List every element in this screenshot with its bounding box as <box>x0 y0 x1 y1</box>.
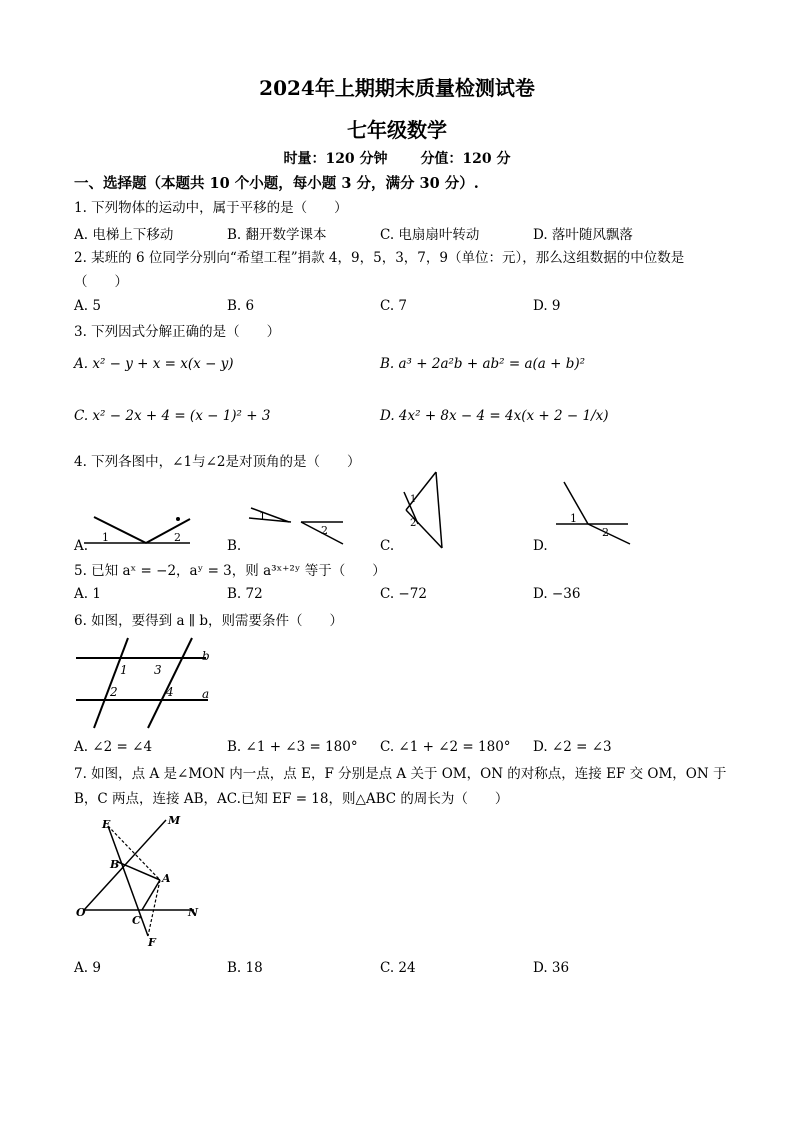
q4-figure-c <box>398 470 448 550</box>
q1-option-d: D. 落叶随风飘落 <box>533 227 633 243</box>
question-2-stem: 2. 某班的 6 位同学分别向“希望工程”捐款 4，9，5，3，7，9（单位：元），那么这组数据的中位数是 <box>74 250 685 266</box>
fig-c-label-2: 2 <box>410 518 417 529</box>
q4-figure-d <box>552 480 637 550</box>
section-heading: 一、选择题（本题共 10 个小题，每小题 3 分，满分 30 分）. <box>74 175 479 192</box>
q5-option-d: D. −36 <box>533 586 581 602</box>
q7-label-e: E <box>102 818 111 831</box>
question-6-stem: 6. 如图，要得到 a ∥ b，则需要条件（ ） <box>74 613 343 629</box>
q6-label-b: b <box>202 649 210 663</box>
q4-option-c: C. <box>380 538 395 554</box>
q4-figure-a <box>80 505 200 550</box>
q4-option-b: B. <box>227 538 242 554</box>
q7-label-a: A <box>162 872 171 885</box>
exam-score: 分值：120 分 <box>420 151 511 167</box>
exam-meta <box>0 148 794 168</box>
question-7-stem-cont: B，C 两点，连接 AB，AC.已知 EF = 18，则△ABC 的周长为（ ） <box>74 791 509 807</box>
exam-time: 时量：120 分钟 <box>283 151 388 167</box>
q7-figure <box>74 812 209 952</box>
q7-label-c: C <box>132 914 141 927</box>
fig-d-label-2: 2 <box>602 526 609 539</box>
q2-option-c: C. 7 <box>380 298 408 314</box>
q2-option-b: B. 6 <box>227 298 255 314</box>
q6-option-b: B. ∠1 + ∠3 = 180° <box>227 739 358 755</box>
question-4-stem: 4. 下列各图中，∠1与∠2是对顶角的是（ ） <box>74 454 361 470</box>
page-title: 2024年上期期末质量检测试卷 <box>259 76 535 100</box>
q2-option-d: D. 9 <box>533 298 561 314</box>
q6-figure <box>74 634 224 732</box>
q6-option-a: A. ∠2 = ∠4 <box>74 739 153 755</box>
q7-label-n: N <box>188 906 199 919</box>
q6-label-4: 4 <box>166 685 174 699</box>
question-5-stem: 5. 已知 aˣ = −2，aʸ = 3，则 a³ˣ⁺²ʸ 等于（ ） <box>74 563 386 579</box>
q4-figure-b <box>245 498 350 548</box>
q7-option-a: A. 9 <box>74 960 101 976</box>
q7-option-b: B. 18 <box>227 960 263 976</box>
q3-option-d: D. 4x² + 8x − 4 = 4x(x + 2 − 1/x) <box>380 408 609 424</box>
q1-option-a: A. 电梯上下移动 <box>74 227 174 243</box>
question-1-stem: 1. 下列物体的运动中，属于平移的是（ ） <box>74 200 348 216</box>
q2-option-a: A. 5 <box>74 298 101 314</box>
q7-label-o: O <box>76 906 86 919</box>
q3-option-c: C. x² − 2x + 4 = (x − 1)² + 3 <box>74 408 271 424</box>
q6-label-1: 1 <box>120 663 128 677</box>
q6-label-2: 2 <box>110 685 118 699</box>
q7-label-m: M <box>168 814 181 827</box>
fig-a-label-1: 1 <box>102 531 109 544</box>
q7-option-c: C. 24 <box>380 960 416 976</box>
q5-option-c: C. −72 <box>380 586 427 602</box>
fig-b-label-1: 1 <box>259 510 266 523</box>
q7-label-f: F <box>148 936 156 949</box>
q7-label-b: B <box>110 858 120 871</box>
q1-option-b: B. 翻开数学课本 <box>227 227 327 243</box>
question-7-stem: 7. 如图，点 A 是∠MON 内一点，点 E，F 分别是点 A 关于 OM，ON 的对称点，连接 EF 交 OM，ON 于 <box>74 766 727 782</box>
q3-option-b: B. a³ + 2a²b + ab² = a(a + b)² <box>380 356 586 372</box>
fig-d-label-1: 1 <box>570 512 577 525</box>
fig-c-label-1: 1 <box>410 494 417 505</box>
q4-option-d: D. <box>533 538 548 554</box>
q5-option-a: A. 1 <box>74 586 101 602</box>
q6-label-3: 3 <box>154 663 162 677</box>
q7-option-d: D. 36 <box>533 960 570 976</box>
q3-option-a: A. x² − y + x = x(x − y) <box>74 356 234 372</box>
q1-option-c: C. 电扇扇叶转动 <box>380 227 480 243</box>
page-subtitle: 七年级数学 <box>347 118 447 142</box>
q6-label-a: a <box>202 687 210 701</box>
q5-option-b: B. 72 <box>227 586 263 602</box>
q6-option-d: D. ∠2 = ∠3 <box>533 739 612 755</box>
question-3-stem: 3. 下列因式分解正确的是（ ） <box>74 324 281 340</box>
question-2-stem-cont: （ ） <box>74 274 128 290</box>
q6-option-c: C. ∠1 + ∠2 = 180° <box>380 739 511 755</box>
fig-a-label-2: 2 <box>174 531 181 544</box>
q4-option-a: A. <box>74 538 89 554</box>
fig-b-label-2: 2 <box>321 524 328 537</box>
